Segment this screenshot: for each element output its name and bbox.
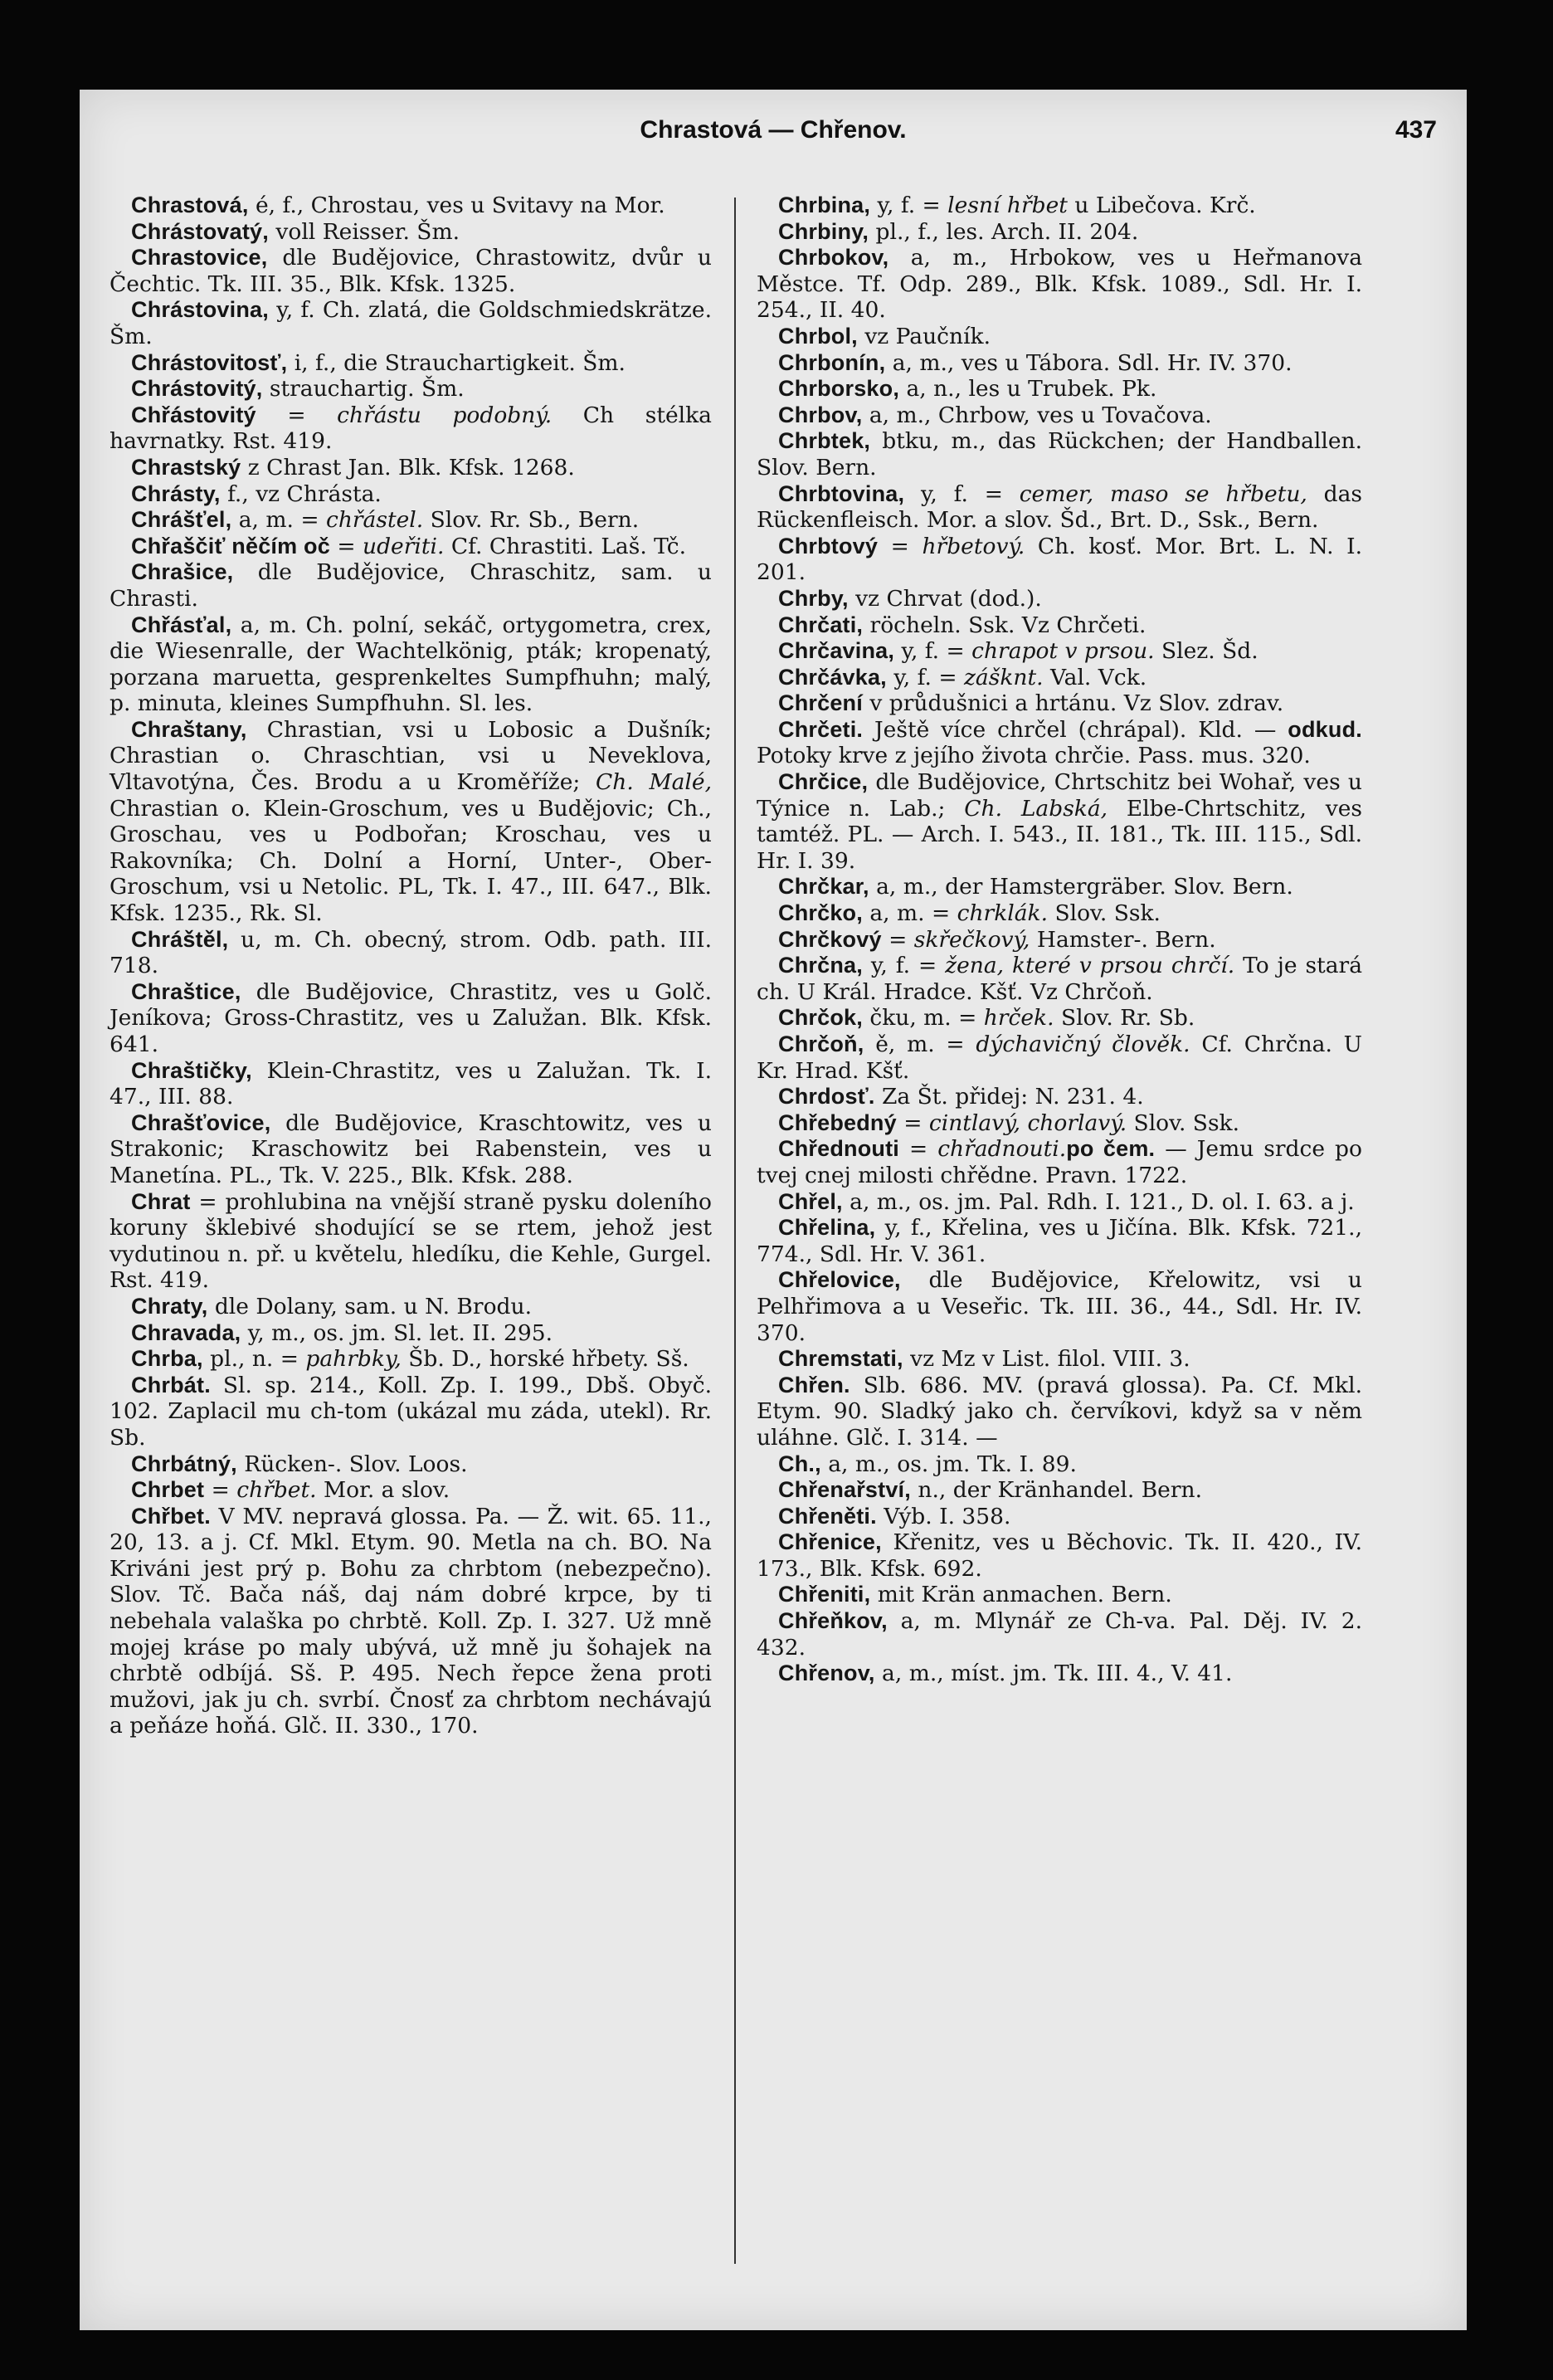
entry-headword: Chrčavina, <box>778 638 895 664</box>
entry-italic: žena, které v prsou chrčí. <box>945 953 1235 979</box>
entry-headword: Chráštěl, <box>131 926 229 952</box>
dictionary-entry <box>110 297 712 349</box>
entry-text: Mor. a slov. <box>316 1477 450 1504</box>
entry-headword: Chřelina, <box>778 1215 876 1241</box>
entry-headword: Chrby, <box>778 585 849 611</box>
entry-text: V MV. nepravá glossa. Pa. — Ž. wit. 65. 11., 20, 13. a j. Cf. Mkl. Etym. 90. Metla na ch. BO. Na Kriváni jest prý p. Bohu za chrbtom (nebezpečno). Slov. Tč. Bača náš, daj nám dobré krpce, by ti nebehala valaška po chrbtě. Koll. Zp. I. 327. Už mně mojej kráse po maly ubývá, už mně ju šohajek na chrbtě odbíjá. Sš. P. 495. Nech řepce žena proti mužovi, jak ju ch. svrbí. Čnosť za chrbtom nechávajú a peňáze hoňá. Glč. II. 330., 170. <box>110 1503 712 1739</box>
column-divider <box>734 198 736 2264</box>
entry-text: röcheln. Ssk. Vz Chrčeti. <box>863 612 1146 638</box>
entry-text: pl., n. = <box>202 1346 306 1373</box>
entry-headword: Chrbtek, <box>778 428 871 454</box>
dictionary-entry <box>110 1058 712 1110</box>
entry-text: dle Budějovice, Křelowitz, vsi u Pelhřimova a u Veseřic. Tk. III. 36., 44., Sdl. Hr. IV. 370. <box>757 1267 1362 1346</box>
entry-headword: Chřelovice, <box>778 1267 901 1293</box>
dictionary-entry <box>757 953 1362 1005</box>
dictionary-entry <box>757 245 1362 324</box>
entry-text: — <box>1155 1136 1197 1163</box>
dictionary-entry <box>110 219 712 246</box>
entry-headword: Chřebedný <box>778 1110 897 1135</box>
entry-headword: Chřeněti. <box>778 1503 877 1529</box>
entry-headword: Chrčna, <box>778 953 863 978</box>
entry-headword: Chřástovitý <box>131 402 256 427</box>
entry-headword: Chraštice, <box>131 978 241 1004</box>
dictionary-page <box>80 90 1467 2330</box>
entry-text: é, f., Chrostau, ves u Svitavy na Mor. <box>248 193 665 218</box>
dictionary-entry <box>110 559 712 612</box>
dictionary-entry <box>757 638 1362 665</box>
entry-headword: Chrbiny, <box>778 218 869 244</box>
entry-text: mit Krän anmachen. Bern. <box>870 1582 1172 1608</box>
entry-italic: chřadnouti. <box>937 1136 1067 1163</box>
entry-text: f., vz Chrásta. <box>220 480 382 507</box>
entry-text: Ještě více chrčel (chrápal). Kld. — <box>863 716 1288 743</box>
dictionary-entry <box>110 1477 712 1504</box>
entry-headword: Chřenařství, <box>778 1477 911 1503</box>
entry-text: voll Reisser. Šm. <box>268 218 460 245</box>
entry-text: y, f. = <box>904 480 1020 507</box>
entry-text: vz Chrvat (dod.). <box>848 585 1042 612</box>
dictionary-entry <box>757 1005 1362 1031</box>
entry-text: ě, m. = <box>864 1031 976 1057</box>
entry-headword: Chrašťovice, <box>131 1110 271 1135</box>
entry-text: = <box>896 1110 929 1136</box>
dictionary-entry <box>757 769 1362 874</box>
entry-text: Klein-Chrastitz, ves u Zalužan. Tk. I. 47., III. 88. <box>110 1057 712 1110</box>
entry-headword: Chrčkar, <box>778 874 869 900</box>
entry-text: a, n., les u Trubek. Pk. <box>899 376 1157 402</box>
entry-headword: Chřaščiť něčím oč <box>131 533 330 558</box>
entry-headword: Chrčeti. <box>778 716 864 742</box>
dictionary-entry <box>757 1110 1362 1137</box>
entry-text: Chrastian o. Klein-Groschum, ves u Budějovic; Ch., Groschau, ves u Podbořan; Kroschau, ves u Rakovníka; Ch. Dolní a Horní, Unter-, Ober-Groschum, vsi u Netolic. PL, Tk. I. 47., III. 647., Blk. Kfsk. 1235., Rk. Sl. <box>110 795 712 927</box>
entry-italic: pahrbky, <box>305 1346 402 1373</box>
entry-italic: Ch. Malé, <box>596 769 712 796</box>
entry-text: y, f. = <box>862 953 946 979</box>
dictionary-entry <box>757 1346 1362 1373</box>
entry-text: = <box>329 533 363 559</box>
entry-text: = <box>878 533 923 559</box>
dictionary-entry <box>757 1267 1362 1346</box>
dictionary-entry <box>757 1136 1362 1188</box>
entry-headword: Ch., <box>778 1451 821 1476</box>
entry-headword: Chrastová, <box>131 193 249 217</box>
running-header: Chrastová — Chřenov. <box>640 116 907 144</box>
entry-headword: Chřen. <box>778 1372 850 1397</box>
dictionary-entry <box>757 1504 1362 1530</box>
dictionary-entry <box>757 1608 1362 1661</box>
dictionary-entry <box>757 690 1362 717</box>
entry-text: a, m. Ch. polní, sekáč, ortygometra, crex, die Wiesenralle, der Wachtelkönig, pták; kropenatý, porzana maruetta, gesprenkeltes Sumpfhuhn; malý, p. minuta, kleines Sumpfhuhn. Sl. les. <box>110 612 712 717</box>
dictionary-entry <box>110 1110 712 1189</box>
dictionary-entry <box>110 717 712 927</box>
dictionary-entry <box>757 1215 1362 1267</box>
entry-headword: Chřeniti, <box>778 1582 871 1607</box>
dictionary-entry <box>110 245 712 297</box>
entry-text: n., der Kränhandel. Bern. <box>910 1477 1203 1504</box>
entry-text: Potoky krve z jejího života chrčie. Pass. mus. 320. <box>757 743 1311 769</box>
entry-text: dle Dolany, sam. u N. Brodu. <box>207 1293 532 1319</box>
entry-text: = <box>898 1136 938 1163</box>
entry-text: y, f., Křelina, ves u Jičína. Blk. Kfsk. 721., 774., Sdl. Hr. V. 361. <box>757 1215 1362 1267</box>
dictionary-entry <box>757 1661 1362 1687</box>
entry-text: = prohlubina na vnější straně pysku doleního koruny šklebivé shodující se se rtem, jehož jest vydutinou n. př. u květelu, hledíku, die Kehle, Gurgel. Rst. 419. <box>110 1188 712 1294</box>
dictionary-entry <box>757 900 1362 927</box>
dictionary-entry <box>110 612 712 717</box>
entry-text: a, m. Mlynář ze Ch-va. Pal. Děj. IV. 2. 432. <box>757 1608 1362 1661</box>
entry-headword: po čem. <box>1066 1136 1156 1162</box>
entry-headword: Chrbov, <box>778 402 863 427</box>
entry-headword: Chrčoň, <box>778 1031 864 1056</box>
entry-text: Slov. Rr. Sb. <box>1054 1005 1195 1031</box>
entry-italic: lesní hřbet <box>947 193 1068 218</box>
entry-text: Elbe-Chrtschitz, ves tamtéž. PL. — Arch. I. 543., II. 181., Tk. III. 115., Sdl. Hr. I. 39. <box>757 795 1363 874</box>
dictionary-entry <box>110 1320 712 1347</box>
entry-text: i, f., die Strauchartigkeit. Šm. <box>287 349 626 376</box>
entry-text: Val. Vck. <box>1043 664 1147 690</box>
entry-italic: cintlavý, chorlavý. <box>928 1110 1127 1136</box>
entry-headword: Chrastský <box>131 454 241 480</box>
entry-headword: Chrčkový <box>778 926 882 952</box>
entry-headword: Chrbonín, <box>778 349 886 375</box>
dictionary-entry <box>757 534 1362 586</box>
dictionary-entry <box>757 481 1362 534</box>
entry-headword: Chraty, <box>131 1293 208 1319</box>
entry-headword: Chrástovina, <box>131 297 269 323</box>
dictionary-entry <box>110 927 712 979</box>
entry-text: čku, m. = <box>862 1005 984 1031</box>
dictionary-entry <box>757 1373 1362 1451</box>
dictionary-entry <box>110 1189 712 1294</box>
entry-headword: Chrbátný, <box>131 1451 237 1476</box>
dictionary-entry <box>757 1582 1362 1608</box>
entry-text: Slov. Ssk. <box>1127 1110 1240 1136</box>
entry-italic: chřástu podobný. <box>337 402 553 428</box>
entry-headword: Chřel, <box>778 1188 843 1214</box>
entry-italic: cemer, maso se hřbetu, <box>1019 480 1307 507</box>
entry-text: y, f. = <box>886 664 964 690</box>
entry-text: dle Budějovice, Chrtschitz bei Wohař, ves u Týnice n. Lab.; <box>757 769 1362 822</box>
entry-text: das Rückenfleisch. Mor. a slov. Šd., Brt. D., Ssk., Bern. <box>757 480 1363 534</box>
entry-italic: dýchavičný člověk. <box>976 1031 1190 1057</box>
entry-text: To je stará ch. U Král. Hradce. Kšť. Vz Chrčoň. <box>757 953 1362 1005</box>
entry-text: Slov. Ssk. <box>1048 900 1161 927</box>
entry-text: Šb. D., horské hřbety. Sš. <box>401 1346 689 1373</box>
entry-headword: Chrášťel, <box>131 507 232 533</box>
entry-italic: hřbetový. <box>922 533 1025 559</box>
entry-text: strauchartig. Šm. <box>262 376 465 402</box>
entry-text: Ch stélka havrnatky. Rst. 419. <box>110 402 712 455</box>
dictionary-entry <box>110 481 712 508</box>
dictionary-entry <box>110 507 712 534</box>
entry-text: a, m., Chrbow, ves u Tovačova. <box>862 402 1212 428</box>
entry-italic: zášknt. <box>963 664 1044 690</box>
entry-text: y, m., os. jm. Sl. let. II. 295. <box>241 1319 553 1346</box>
dictionary-entry <box>110 534 712 560</box>
entry-text: Cf. Chrčna. U Kr. Hrad. Kšť. <box>757 1031 1362 1084</box>
entry-text: y, f. = <box>894 638 972 665</box>
entry-italic: chrapot v prsou. <box>971 638 1155 665</box>
entry-text: Slez. Šd. <box>1154 638 1258 665</box>
dictionary-entry <box>110 1504 712 1739</box>
entry-text: Za Št. přidej: N. 231. 4. <box>874 1084 1144 1110</box>
entry-headword: Chřednouti <box>778 1136 899 1162</box>
dictionary-entry <box>757 324 1362 350</box>
dictionary-entry <box>757 1451 1362 1478</box>
dictionary-entry <box>757 874 1362 900</box>
entry-headword: Chrbina, <box>778 193 871 217</box>
entry-text: = <box>881 926 914 953</box>
entry-text: Slb. 686. MV. (pravá glossa). Pa. Cf. Mkl. Etym. 90. Sladký jako ch. červíkovi, když sa v něm uláhne. Glč. I. 314. — <box>757 1372 1362 1451</box>
dictionary-entry <box>757 1189 1362 1216</box>
entry-text: a, m. = <box>231 507 326 534</box>
entry-headword: Chrčávka, <box>778 664 887 690</box>
entry-headword: Chřeňkov, <box>778 1608 888 1634</box>
entry-text: Chrastian, vsi u Lobosic a Dušník; Chrastian o. Chraschtian, vsi u Neveklova, Vltavotýna, Čes. Brodu a u Kroměříže; <box>110 716 712 796</box>
entry-text: pl., f., les. Arch. II. 204. <box>869 218 1139 245</box>
entry-text: dle Budějovice, Chrastowitz, dvůr u Čechtic. Tk. III. 35., Blk. Kfsk. 1325. <box>110 245 712 297</box>
dictionary-entry <box>757 1529 1362 1582</box>
dictionary-entry <box>757 717 1362 769</box>
entry-text: Rücken-. Slov. Loos. <box>236 1451 468 1477</box>
entry-headword: Chrčati, <box>778 612 864 637</box>
dictionary-entry <box>110 979 712 1058</box>
entry-italic: chřástel. <box>325 507 424 534</box>
dictionary-entry <box>110 402 712 455</box>
entry-headword: Chřenice, <box>778 1529 882 1555</box>
entry-headword: Chřenov, <box>778 1661 875 1686</box>
entry-headword: Chraštany, <box>131 716 247 742</box>
entry-headword: Chrbtový <box>778 533 879 558</box>
entry-headword: Chřásťal, <box>131 612 232 637</box>
entry-text: dle Budějovice, Chrastitz, ves u Golč. Jeníkova; Gross-Chrastitz, ves u Zalužan. Blk. Kfsk. 641. <box>110 978 712 1057</box>
entry-text: vz Mz v List. filol. VIII. 3. <box>903 1346 1190 1373</box>
entry-headword: Chraštičky, <box>131 1057 252 1083</box>
entry-headword: Chrástovitý, <box>131 376 263 402</box>
entry-text: btku, m., das Rückchen; der Handballen. Slov. Bern. <box>757 428 1362 480</box>
dictionary-entry <box>110 376 712 402</box>
entry-italic: chrklák. <box>957 900 1049 927</box>
entry-text: = <box>256 402 338 428</box>
entry-text: Hamster-. Bern. <box>1030 926 1216 953</box>
entry-headword: Chrba, <box>131 1346 203 1372</box>
entry-text: z Chrast Jan. Blk. Kfsk. 1268. <box>241 454 575 480</box>
entry-text: = <box>204 1477 237 1504</box>
dictionary-entry <box>757 1084 1362 1110</box>
dictionary-entry <box>110 455 712 481</box>
page-number: 437 <box>1395 116 1437 144</box>
entry-headword: Chrčok, <box>778 1005 863 1031</box>
entry-italic: udeřiti. <box>363 533 445 559</box>
dictionary-entry <box>110 1294 712 1320</box>
dictionary-entry <box>757 219 1362 246</box>
entry-headword: Chrborsko, <box>778 376 900 402</box>
entry-text: a, m., ves u Tábora. Sdl. Hr. IV. 370. <box>885 349 1293 376</box>
entry-text: Cf. Chrastiti. Laš. Tč. <box>444 533 687 559</box>
entry-headword: Chrastovice, <box>131 245 268 271</box>
entry-headword: Chrčení <box>778 690 863 716</box>
dictionary-entry <box>110 1373 712 1451</box>
entry-text: dle Budějovice, Kraschtowitz, ves u Strakonic; Kraschowitz bei Rabenstein, ves u Manetína. PL., Tk. V. 225., Blk. Kfsk. 288. <box>110 1110 712 1188</box>
entry-text: y, f. = <box>870 193 948 218</box>
entry-headword: Chrásty, <box>131 480 221 506</box>
dictionary-entry <box>757 665 1362 691</box>
entry-headword: Chrástovatý, <box>131 218 269 244</box>
entry-headword: Chremstati, <box>778 1346 903 1372</box>
dictionary-entry <box>757 376 1362 402</box>
dictionary-entry <box>110 193 712 219</box>
left-column <box>110 193 712 1739</box>
entry-headword: Chrat <box>131 1188 191 1214</box>
entry-text: Slov. Rr. Sb., Bern. <box>423 507 640 534</box>
entry-italic: Ch. Labská, <box>964 795 1108 822</box>
dictionary-entry <box>757 1031 1362 1084</box>
entry-text: Křenitz, ves u Běchovic. Tk. II. 420., IV. 173., Blk. Kfsk. 692. <box>757 1529 1362 1582</box>
entry-text: a, m., os. jm. Pal. Rdh. I. 121., D. ol. I. 63. a j. <box>842 1188 1355 1215</box>
entry-text: a, m., der Hamstergräber. Slov. Bern. <box>869 874 1293 900</box>
dictionary-entry <box>757 586 1362 612</box>
entry-headword: Chrástovitosť, <box>131 349 288 375</box>
entry-text: a, m., os. jm. Tk. I. 89. <box>820 1451 1077 1477</box>
entry-text: a, m., míst. jm. Tk. III. 4., V. 41. <box>874 1661 1233 1687</box>
dictionary-entry <box>110 1346 712 1373</box>
entry-headword: Chřbet. <box>131 1503 211 1529</box>
dictionary-entry <box>757 612 1362 639</box>
entry-text: dle Budějovice, Chraschitz, sam. u Chrasti. <box>110 559 712 612</box>
entry-italic: chřbet. <box>236 1477 317 1504</box>
entry-headword: Chrašice, <box>131 559 234 585</box>
entry-text: y, f. Ch. zlatá, die Goldschmiedskrätze. Šm. <box>110 297 712 349</box>
entry-text: Výb. I. 358. <box>876 1503 1011 1529</box>
entry-headword: Chrbtovina, <box>778 480 905 506</box>
entry-italic: skřečkový, <box>913 926 1030 953</box>
entry-text: Ch. kosť. Mor. Brt. L. N. I. 201. <box>757 533 1362 586</box>
dictionary-entry <box>757 428 1362 480</box>
dictionary-entry <box>110 350 712 377</box>
entry-headword: Chrdosť. <box>778 1084 875 1110</box>
entry-text: v průdušnici a hrtánu. Vz Slov. zdrav. <box>862 690 1284 717</box>
entry-headword: Chrbet <box>131 1477 205 1503</box>
dictionary-entry <box>110 1451 712 1478</box>
entry-text: vz Paučník. <box>857 323 991 349</box>
entry-headword: Chrbol, <box>778 323 858 349</box>
entry-headword: Chrčko, <box>778 900 863 926</box>
entry-text: a, m. = <box>862 900 957 927</box>
entry-italic: hrček. <box>983 1005 1054 1031</box>
entry-headword: Chrbát. <box>131 1372 211 1397</box>
entry-headword: Chrčice, <box>778 769 869 795</box>
dictionary-entry <box>757 350 1362 377</box>
entry-headword: Chravada, <box>131 1319 241 1345</box>
entry-headword: Chrbokov, <box>778 245 889 271</box>
entry-text: a, m., Hrbokow, ves u Heřmanova Městce. Tf. Odp. 289., Blk. Kfsk. 1089., Sdl. Hr. I. 254., II. 40. <box>757 245 1362 324</box>
dictionary-entry <box>757 1477 1362 1504</box>
entry-text: Jemu srdce po tvej cnej milosti chřědne. Pravn. 1722. <box>757 1136 1362 1188</box>
entry-text: Sl. sp. 214., Koll. Zp. I. 199., Dbš. Obyč. 102. Zaplacil mu ch-tom (ukázal mu záda, utekl). Rr. Sb. <box>110 1372 712 1451</box>
right-column <box>757 193 1362 1687</box>
entry-text: u, m. Ch. obecný, strom. Odb. path. III. 718. <box>110 926 712 979</box>
dictionary-entry <box>757 402 1362 429</box>
entry-text: u Libečova. Krč. <box>1067 193 1256 218</box>
entry-headword: odkud. <box>1288 716 1362 742</box>
dictionary-entry <box>757 193 1362 219</box>
dictionary-entry <box>757 927 1362 953</box>
